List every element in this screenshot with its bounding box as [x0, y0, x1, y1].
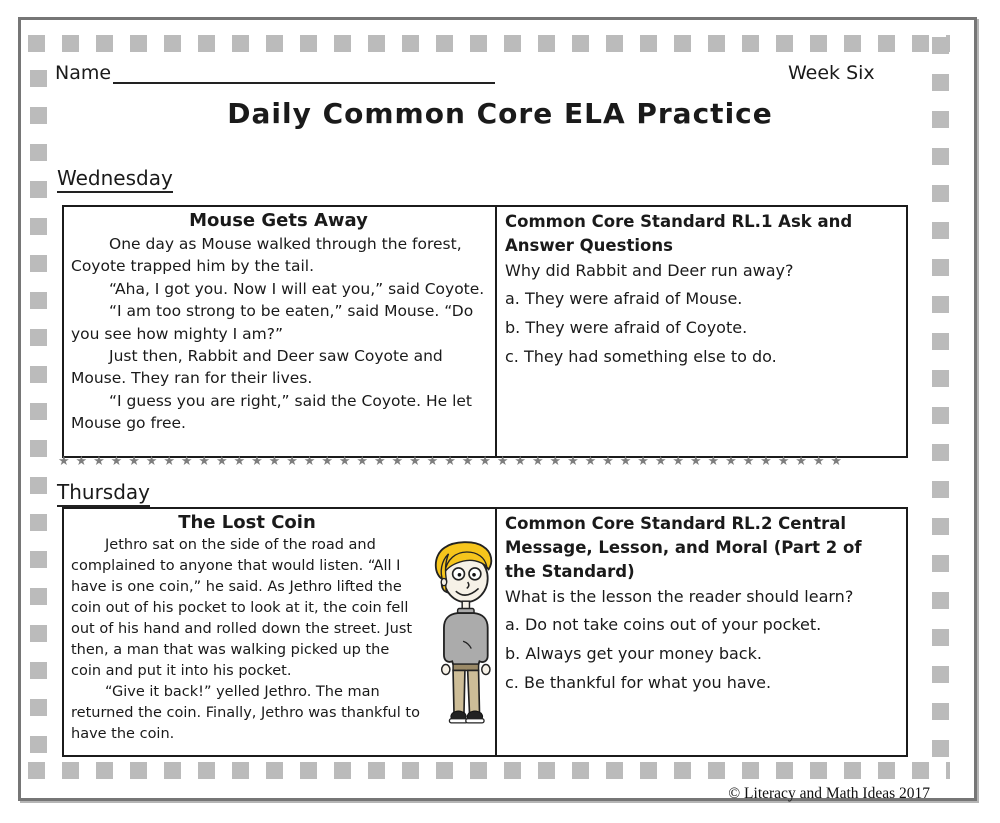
thursday-story-cell	[64, 509, 497, 755]
wednesday-heading: Wednesday	[57, 166, 173, 190]
wednesday-table	[62, 205, 908, 458]
answer-choices	[505, 610, 898, 697]
question-prompt: Why did Rabbit and Deer run away?	[505, 261, 794, 280]
wednesday-story-cell	[64, 207, 497, 456]
answer-choice: a. Do not take coins out of your pocket.	[505, 615, 822, 634]
story-paragraph: One day as Mouse walked through the forest, Coyote trapped him by the tail.	[71, 235, 462, 276]
answer-choice: b. They were afraid of Coyote.	[505, 318, 748, 337]
wednesday-question-cell	[497, 207, 906, 456]
story-paragraph: “I am too strong to be eaten,” said Mouse. “Do you see how mighty I am?”	[71, 302, 474, 343]
story-body	[71, 535, 423, 745]
thursday-question-cell	[497, 509, 906, 755]
story-paragraph: Jethro sat on the side of the road and complained to anyone that would listen. “All I have is one coin,” he said. As Jethro lifted the coin out of his pocket to look at it, the coin fell out of his hand and rolled down the street. Just then, a man that was walking picked up the coin and put it into his pocket.	[71, 537, 413, 679]
thursday-table	[62, 507, 908, 757]
answer-choice: c. They had something else to do.	[505, 347, 777, 366]
boy-illustration	[423, 515, 505, 753]
answer-choice: a. They were afraid of Mouse.	[505, 289, 743, 308]
name-blank-line	[113, 64, 495, 84]
story-title-the-lost-coin: The Lost Coin	[178, 512, 316, 533]
name-row	[55, 62, 495, 84]
answer-choice: b. Always get your money back.	[505, 644, 762, 663]
thursday-heading: Thursday	[57, 480, 150, 504]
story-body	[71, 233, 486, 435]
answer-choice: c. Be thankful for what you have.	[505, 673, 772, 692]
week-label: Week Six	[788, 62, 875, 84]
story-paragraph: “I guess you are right,” said the Coyote. He let Mouse go free.	[71, 391, 472, 433]
name-label: Name	[55, 62, 112, 84]
standard-header: Common Core Standard RL.2 Central Message, Lesson, and Moral (Part 2 of the Standard)	[505, 514, 862, 581]
answer-choices	[505, 284, 898, 371]
story-paragraph: “Aha, I got you. Now I will eat you,” said Coyote.	[109, 279, 485, 298]
standard-header: Common Core Standard RL.1 Ask and Answer Questions	[505, 212, 853, 255]
page-title: Daily Common Core ELA Practice	[227, 97, 773, 130]
copyright-notice: © Literacy and Math Ideas 2017	[728, 785, 930, 802]
story-paragraph: “Give it back!” yelled Jethro. The man returned the coin. Finally, Jethro was thankful to have the coin.	[71, 684, 420, 742]
star-divider: ★★★★★★★★★★★★★★★★★★★★★★★★★★★★★★★★★★★★★★★★★★★★★	[58, 454, 848, 469]
story-paragraph: Just then, Rabbit and Deer saw Coyote and Mouse. They ran for their lives.	[71, 347, 443, 388]
question-prompt: What is the lesson the reader should learn?	[505, 587, 854, 606]
story-title-mouse-gets-away: Mouse Gets Away	[189, 210, 368, 231]
